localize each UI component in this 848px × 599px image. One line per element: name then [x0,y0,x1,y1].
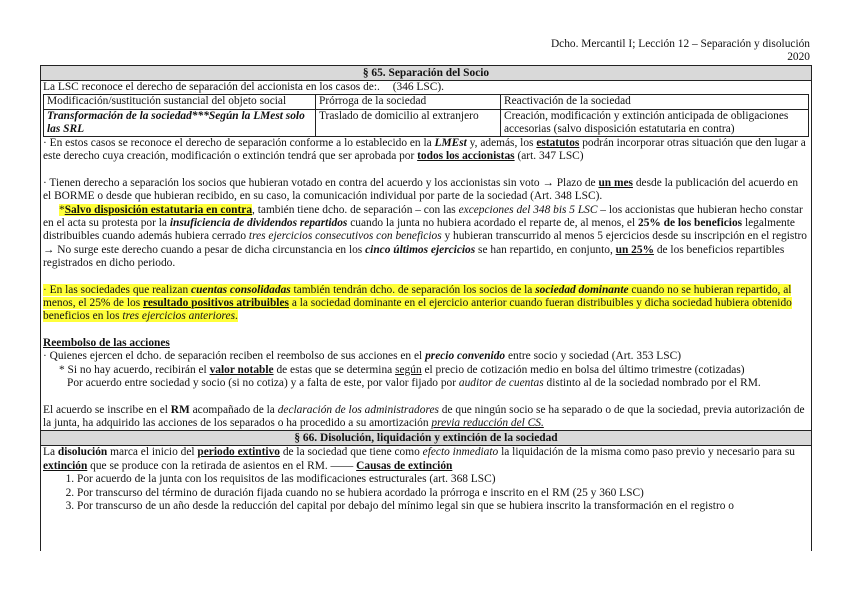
text-run: LMEst [434,137,467,150]
reembolso-heading: Reembolso de las acciones [43,336,170,349]
text-run: cuentas consolidadas [191,283,291,296]
reembolso-line-3 [41,377,811,390]
table-cell: Modificación/sustitución sustancial del objeto social [44,95,316,109]
table-row [44,109,809,136]
text-run: de estas que se determina [273,363,396,376]
text-run: · En las sociedades que realizan [43,283,192,296]
text-run: y, además, los [466,137,537,150]
s65-intro [41,81,811,94]
list-item: 1. Por acuerdo de la junta con los requisitos de las modificaciones estructurales (art. 368 LSC) [77,473,811,486]
text-run: . [235,310,238,323]
table-cell: Creación, modificación y extinción anticipada de obligaciones accesorias (salvo disposición estatutaria en contra) [501,109,809,136]
text-run: a la sociedad dominante en el ejercicio anterior cuando fueran distribuibles y dicha sociedad hubiera obtenido beneficios en los [43,297,792,323]
text-run: insuficiencia de dividendos repartidos [169,217,348,230]
s65-paragraph-3 [41,204,811,271]
text-run: de que ningún socio se ha separado o de que la sociedad, previa autorización de la junta, ha adquirido las acciones de los separados o ha procedido a su amortización [43,403,805,429]
text-run: 25% de los beneficios [638,217,743,230]
text-run: de la sociedad que tiene como [279,446,423,459]
text-run: previa reducción del CS. [431,416,544,429]
text-run: · En estos casos se reconoce el derecho de separación conforme a lo establecido en la [43,137,435,150]
text-run: tres ejercicios anteriores [122,310,236,323]
text-run: (art. 347 LSC) [514,150,584,163]
text-run: La [43,446,58,459]
s65-intro-ref: (346 LSC). [392,81,444,93]
text-run: según [395,363,422,376]
text-run: * Si no hay acuerdo, recibirán el [59,363,210,376]
text-run: se han repartido, en conjunto, [475,243,616,256]
text-run: , también tiene dcho. de separación – con las [252,203,459,216]
table-cell: Prórroga de la sociedad [316,95,501,109]
text-run: y hubieran transcurrido al menos 5 ejercicios desde su inscripción en el registro → No surge este derecho cuando a pesar de dicha circunstancia en los [43,230,807,256]
table-row [44,95,809,109]
text-run: RM [170,403,190,416]
text-run: Salvo disposición estatutaria en contra [64,203,253,216]
text-run: declaración de los administradores [277,403,439,416]
text-run: periodo extintivo [197,446,280,459]
text-run: tres ejercicios consecutivos con beneficios [248,230,442,243]
list-item: 2. Por transcurso del término de duración fijada cuando no se hubiera acordado la prórroga e inscrito en el RM (25 y 360 LSC) [77,487,811,500]
section-65-title: § 65. Separación del Socio [41,66,811,81]
s65-paragraph-2 [41,177,811,204]
text-run: desde la publicación del acuerdo en el BORME o desde que hubieran recibido, en su caso, la comunicación individual por parte de la sociedad (Art. 348 LSC). [43,176,799,203]
text-run: disolución [57,446,108,459]
text-run: auditor de cuentas [458,377,544,390]
section-66-title: § 66. Disolución, liquidación y extinción de la sociedad [41,430,811,446]
text-run: sociedad dominante [535,283,629,296]
text-run: legalmente distribuibles cuando además hubiera cerrado [43,217,795,243]
text-run: acompañado de la [189,403,278,416]
text-run: extinción [43,459,88,472]
table-cell: Traslado de domicilio al extranjero [316,109,501,136]
text-run: El acuerdo se inscribe en el [43,403,171,416]
reembolso-line-2 [41,364,811,377]
text-run: que se produce con la retirada de asientos en el RM. —— [87,459,357,472]
table-cell: Reactivación de la sociedad [501,95,809,109]
text-run: marca el inicio del [107,446,198,459]
separation-cases-table [43,94,809,137]
s65-paragraph-4 [41,284,811,324]
text-run: · Quienes ejercen el dcho. de separación reciben el reembolso de sus acciones en el [43,350,426,363]
text-run: excepciones del 348 bis 5 LSC [458,203,598,216]
content-frame [40,65,812,551]
s66-paragraph-1 [41,446,811,473]
year: 2020 [787,51,810,63]
s65-paragraph-1 [41,137,811,164]
page-header [551,38,810,64]
s65-paragraph-5 [41,404,811,431]
text-run: Por acuerdo entre sociedad y socio (si no cotiza) y a falta de este, por valor fijado por [67,377,459,390]
extinction-causes-list [41,473,811,513]
text-run: Causas de extinción [356,459,453,472]
text-run: valor notable [209,363,274,376]
text-run: el precio de cotización medio en bolsa del último trimestre (cotizadas) [421,363,745,376]
text-run: un mes [598,176,633,189]
text-run: un 25% [615,243,654,256]
text-run: * [59,203,65,216]
text-run: – los accionistas que hubieran hecho constar en el acta su protesta por la [43,203,803,230]
text-run: estatutos [536,137,580,150]
table-cell: Transformación de la sociedad***Según la LMest solo las SRL [44,109,316,136]
text-run: · Tienen derecho a separación los socios que hubieran votado en contra del acuerdo y los accionistas sin voto → Plazo de [43,176,599,189]
text-run: resultado positivos atribuibles [142,297,289,310]
list-item: 3. Por transcurso de un año desde la reducción del capital por debajo del mínimo legal sin que se hubiera inscrito la transformación en el registro o [77,500,811,513]
text-run: de los beneficios repartibles registrados en dicho periodo. [43,243,785,270]
text-run: precio convenido [425,350,506,363]
text-run: entre socio y sociedad (Art. 353 LSC) [505,350,681,363]
text-run: la liquidación de la misma como paso previo y necesario para su [498,446,795,459]
text-run: también tendrán dcho. de separación los socios de la [290,283,536,296]
text-run: cinco últimos ejercicios [365,243,476,256]
text-run: podrán incorporar otras situación que den lugar a este derecho cuya creación, modificación o extinción tendrá que ser aprobada por [43,137,806,163]
text-run: distinto al de la sociedad nombrado por el RM. [543,377,761,390]
reembolso-line-1 [41,350,811,363]
s65-intro-text: La LSC reconoce el derecho de separación del accionista en los casos de:. [43,81,380,93]
course-title: Dcho. Mercantil I; Lección 12 – Separación y disolución [550,38,810,50]
text-run: efecto inmediato [422,446,499,459]
text-run: cuando la junta no hubiera acordado el reparte de, al menos, el [347,217,638,230]
text-run: cuando no se hubieran repartido, al menos, el 25% de los [43,283,792,310]
text-run: todos los accionistas [417,150,515,163]
